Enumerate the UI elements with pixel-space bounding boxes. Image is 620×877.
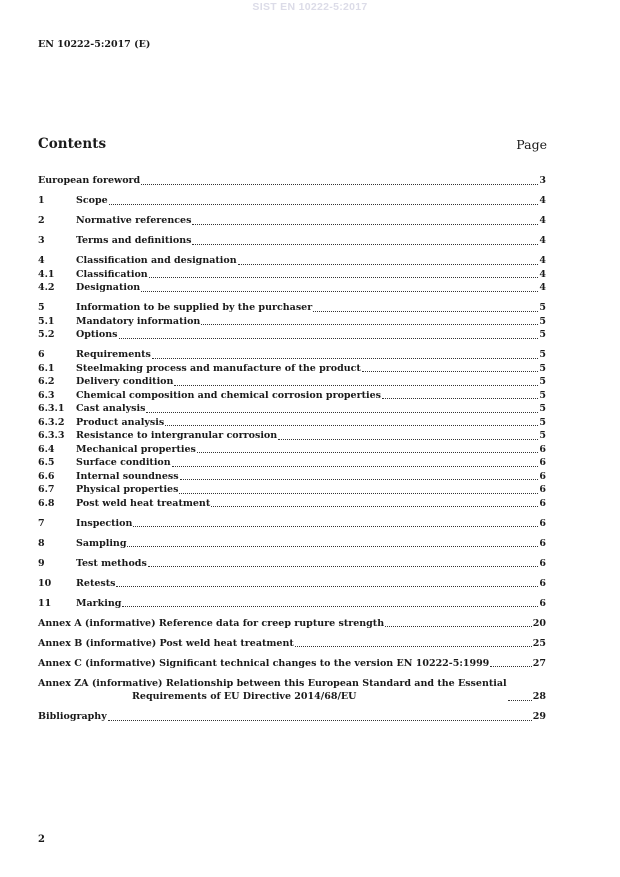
toc-page: 27 xyxy=(532,657,546,669)
toc-entry-6-7[interactable] xyxy=(38,483,546,497)
toc-title: Product analysis xyxy=(76,416,165,428)
toc-title: Inspection xyxy=(76,517,133,529)
toc-title: Chemical composition and chemical corrosion properties xyxy=(76,389,381,401)
toc-leader xyxy=(382,398,538,399)
toc-number: 6.5 xyxy=(38,457,55,468)
toc-title: Sampling xyxy=(76,537,127,549)
toc-leader xyxy=(148,566,539,567)
toc-title: Information to be supplied by the purchaser xyxy=(76,302,313,313)
toc-page: 4 xyxy=(539,195,546,206)
toc-title: Post weld heat treatment xyxy=(76,497,211,509)
toc-entry-6-3-1[interactable] xyxy=(38,402,546,416)
toc-leader xyxy=(180,479,539,480)
page-column-heading: Page xyxy=(516,137,547,152)
toc-number: 10 xyxy=(38,577,52,589)
toc-page: 5 xyxy=(539,403,546,414)
toc-leader xyxy=(149,277,539,278)
toc-page: 5 xyxy=(539,315,546,327)
toc-title: Internal soundness xyxy=(76,470,179,482)
toc-title: Marking xyxy=(76,597,122,609)
footer-page-number: 2 xyxy=(38,834,45,845)
toc-page: 6 xyxy=(539,457,546,468)
toc-leader xyxy=(165,425,538,426)
toc-leader xyxy=(211,506,538,507)
toc-number: 5 xyxy=(38,302,45,313)
toc-leader xyxy=(197,452,539,453)
toc-page: 6 xyxy=(539,577,546,589)
toc-title: Annex A (informative) Reference data for creep rupture strength xyxy=(38,617,385,629)
watermark: SIST EN 10222-5:2017 xyxy=(252,1,368,13)
toc-leader xyxy=(116,586,538,587)
toc-title-line1: Annex ZA (informative) Relationship between this European Standard and the Essential xyxy=(38,677,507,689)
toc-page: 6 xyxy=(539,557,546,569)
toc-entry-9[interactable] xyxy=(38,557,546,571)
toc-leader xyxy=(119,338,539,339)
toc-leader xyxy=(278,439,538,440)
toc-page: 28 xyxy=(532,691,546,702)
toc-entry-1[interactable] xyxy=(38,194,546,208)
toc-title: Bibliography xyxy=(38,711,107,722)
toc-entry-11[interactable] xyxy=(38,597,546,611)
toc-title xyxy=(38,677,507,704)
toc-page: 3 xyxy=(539,175,546,186)
toc-title: Designation xyxy=(76,282,141,293)
toc-title: Cast analysis xyxy=(76,403,146,414)
toc-leader xyxy=(109,204,539,205)
toc-number: 6.3.3 xyxy=(38,430,65,441)
toc-entry-5-2[interactable] xyxy=(38,328,546,342)
toc-number: 6.3 xyxy=(38,389,55,401)
toc-title: Mechanical properties xyxy=(76,443,196,455)
toc-number: 4 xyxy=(38,255,45,266)
toc-page: 6 xyxy=(539,597,546,609)
toc-number: 6.7 xyxy=(38,484,55,495)
toc-number: 11 xyxy=(38,597,52,609)
toc-number: 6 xyxy=(38,349,45,360)
toc-leader xyxy=(490,666,531,667)
toc-entry-6-8[interactable] xyxy=(38,497,546,511)
toc-entry-bibliography[interactable] xyxy=(38,710,546,724)
toc-leader xyxy=(152,358,538,359)
toc-entry-6-6[interactable] xyxy=(38,470,546,484)
toc-title: Requirements xyxy=(76,349,151,360)
toc-page: 6 xyxy=(539,537,546,549)
toc-page: 4 xyxy=(539,268,546,280)
toc-leader xyxy=(133,526,538,527)
toc-title: Annex B (informative) Post weld heat treatment xyxy=(38,637,294,649)
toc-title: Annex C (informative) Significant technical changes to the version EN 10222-5:1999 xyxy=(38,657,490,669)
toc-entry-5-1[interactable] xyxy=(38,315,546,329)
toc-entry-annex-c[interactable] xyxy=(38,657,546,671)
toc-entry-6-5[interactable] xyxy=(38,456,546,470)
toc-page: 5 xyxy=(539,329,546,340)
toc-title: Classification xyxy=(76,268,148,280)
toc-leader xyxy=(192,244,538,245)
toc-page: 5 xyxy=(539,349,546,360)
toc-number: 6.3.2 xyxy=(38,416,65,428)
toc-number: 1 xyxy=(38,195,45,206)
toc-title: Classification and designation xyxy=(76,255,237,266)
toc-page: 6 xyxy=(539,470,546,482)
toc-number: 6.4 xyxy=(38,443,55,455)
toc-page: 5 xyxy=(539,389,546,401)
toc-title-line2: Requirements of EU Directive 2014/68/EU xyxy=(132,691,357,702)
toc-leader xyxy=(127,546,538,547)
toc-number: 6.2 xyxy=(38,376,55,387)
toc-page: 4 xyxy=(539,235,546,246)
toc-title: Normative references xyxy=(76,215,192,226)
toc-leader xyxy=(295,646,532,647)
toc-page: 5 xyxy=(539,416,546,428)
toc-number: 6.3.1 xyxy=(38,403,65,414)
toc-leader xyxy=(192,224,538,225)
toc-page: 6 xyxy=(539,497,546,509)
toc-entry-6-3-3[interactable] xyxy=(38,429,546,443)
toc-entry-6-1[interactable] xyxy=(38,362,546,376)
toc-number: 3 xyxy=(38,235,45,246)
toc-title: Scope xyxy=(76,195,108,206)
toc-entry-5[interactable] xyxy=(38,301,546,315)
toc-entry-european-foreword[interactable] xyxy=(38,174,546,188)
toc-number: 6.8 xyxy=(38,497,55,509)
toc-entry-6-3-2[interactable] xyxy=(38,416,546,430)
toc-page: 6 xyxy=(539,484,546,495)
toc-title: Steelmaking process and manufacture of the product xyxy=(76,362,361,374)
toc-number: 8 xyxy=(38,537,45,549)
toc-number: 2 xyxy=(38,215,45,226)
toc-leader xyxy=(385,626,532,627)
toc-number: 5.2 xyxy=(38,329,55,340)
toc-number: 7 xyxy=(38,517,45,529)
toc-leader xyxy=(238,264,539,265)
toc-leader xyxy=(201,324,538,325)
toc-title: Surface condition xyxy=(76,457,171,468)
toc-title: Test methods xyxy=(76,557,147,569)
toc-leader xyxy=(141,184,538,185)
toc-leader xyxy=(179,493,538,494)
toc-page: 5 xyxy=(539,430,546,441)
contents-title: Contents xyxy=(38,136,107,152)
toc-entry-3[interactable] xyxy=(38,234,546,248)
table-of-contents xyxy=(38,174,546,724)
toc-entry-4-2[interactable] xyxy=(38,281,546,295)
toc-entry-annex-b[interactable] xyxy=(38,637,546,651)
toc-entry-4[interactable] xyxy=(38,254,546,268)
toc-entry-annex-za[interactable] xyxy=(38,677,546,704)
toc-page: 5 xyxy=(539,302,546,313)
toc-title: Mandatory information xyxy=(76,315,201,327)
toc-title: Retests xyxy=(76,577,116,589)
toc-number: 4.1 xyxy=(38,268,55,280)
toc-page: 29 xyxy=(532,711,546,722)
toc-entry-6[interactable] xyxy=(38,348,546,362)
toc-page: 4 xyxy=(539,215,546,226)
toc-leader xyxy=(313,311,538,312)
toc-title: Options xyxy=(76,329,118,340)
toc-leader xyxy=(174,385,538,386)
toc-leader xyxy=(146,412,538,413)
toc-title: European foreword xyxy=(38,175,141,186)
toc-page: 20 xyxy=(532,617,546,629)
toc-entry-8[interactable] xyxy=(38,537,546,551)
toc-number: 6.1 xyxy=(38,362,55,374)
toc-title: Delivery condition xyxy=(76,376,174,387)
toc-entry-4-1[interactable] xyxy=(38,268,546,282)
toc-entry-annex-a[interactable] xyxy=(38,617,546,631)
toc-page: 4 xyxy=(539,282,546,293)
toc-number: 4.2 xyxy=(38,282,55,293)
toc-page: 5 xyxy=(539,376,546,387)
toc-number: 9 xyxy=(38,557,45,569)
toc-leader xyxy=(362,371,539,372)
toc-title: Physical properties xyxy=(76,484,179,495)
toc-page: 5 xyxy=(539,362,546,374)
toc-entry-10[interactable] xyxy=(38,577,546,591)
toc-title: Resistance to intergranular corrosion xyxy=(76,430,278,441)
toc-entry-7[interactable] xyxy=(38,517,546,531)
toc-leader xyxy=(141,291,538,292)
toc-leader xyxy=(108,720,532,721)
toc-leader xyxy=(122,606,538,607)
toc-number: 6.6 xyxy=(38,470,55,482)
toc-page: 25 xyxy=(532,637,546,649)
toc-page: 6 xyxy=(539,517,546,529)
document-id: EN 10222-5:2017 (E) xyxy=(38,39,151,50)
toc-page: 4 xyxy=(539,255,546,266)
toc-leader xyxy=(172,466,539,467)
toc-title: Terms and definitions xyxy=(76,235,192,246)
toc-leader xyxy=(508,700,532,701)
toc-entry-6-2[interactable] xyxy=(38,375,546,389)
toc-entry-6-3[interactable] xyxy=(38,389,546,403)
toc-number: 5.1 xyxy=(38,315,55,327)
toc-entry-2[interactable] xyxy=(38,214,546,228)
toc-entry-6-4[interactable] xyxy=(38,443,546,457)
toc-page: 6 xyxy=(539,443,546,455)
